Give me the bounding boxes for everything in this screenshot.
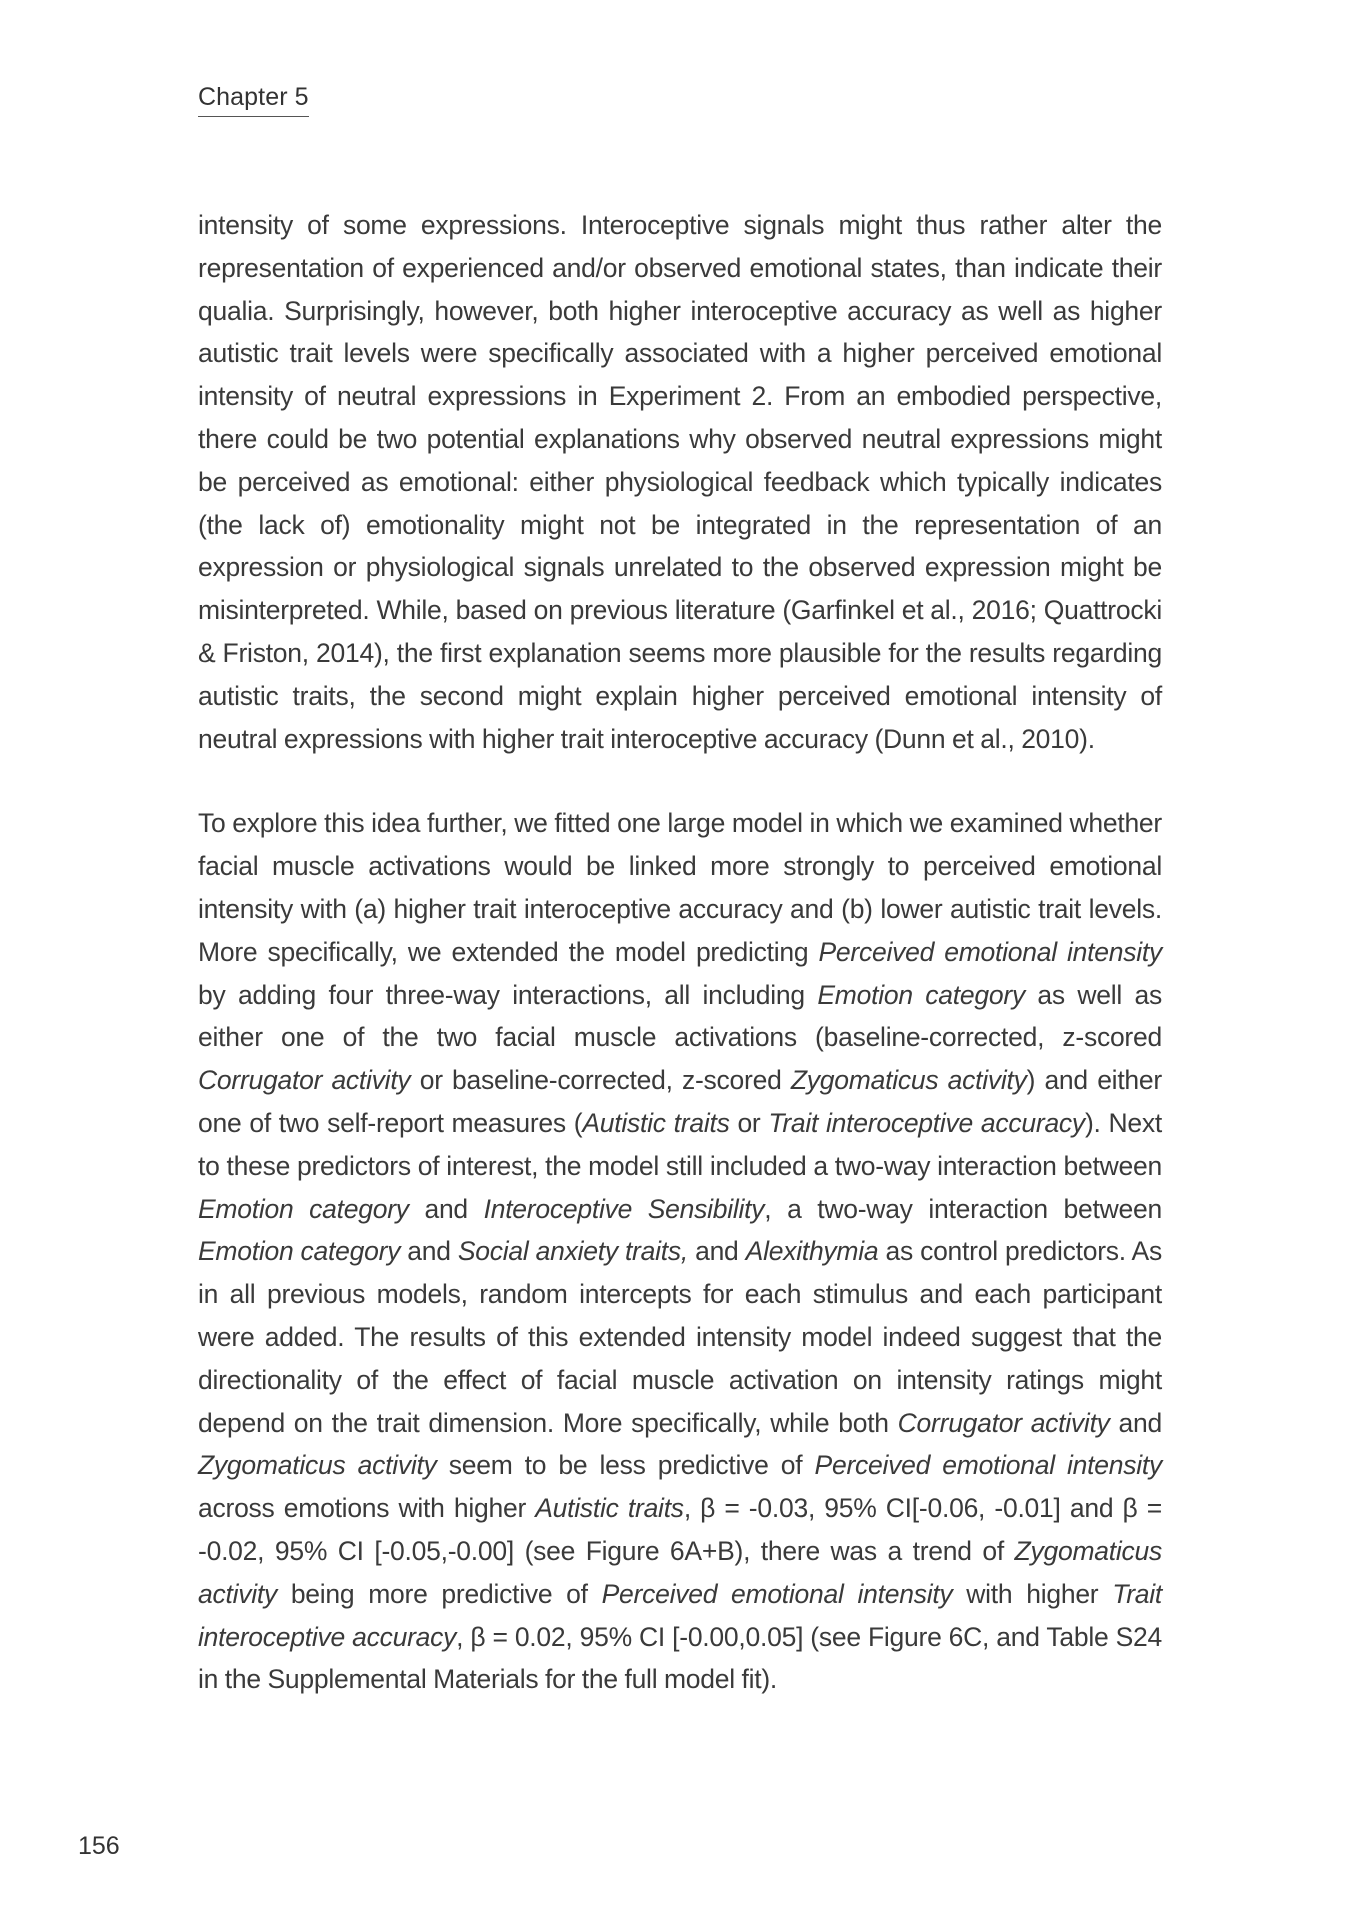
italic-term: Autistic traits [535, 1493, 684, 1524]
italic-term: Zygomaticus activity [790, 1065, 1027, 1096]
text-run: or [729, 1107, 769, 1138]
italic-term: Corrugator activity [897, 1407, 1110, 1438]
text-run: , β = 0.02, 95% CI [-0.00,0.05] (see Figure 6C, and Table S24 in the Supplemental Materials for the full model fit). [198, 1621, 1162, 1695]
italic-term: Perceived emotional intensity [601, 1578, 953, 1609]
italic-term: Trait interoceptive accuracy [198, 1578, 1163, 1652]
text-run: with higher [952, 1578, 1113, 1609]
italic-term: Perceived emotional intensity [818, 936, 1162, 967]
italic-term: Emotion category [817, 979, 1025, 1010]
text-run: as control predictors. As in all previous models, random intercepts for each stimulus and each participant were added. The results of this extended intensity model indeed suggest that the directionality of the effect of facial muscle activation on intensity ratings might depend on the trait dimension. More specifically, while both [198, 1236, 1162, 1438]
text-run: ). Next to these predictors of interest, the model still included a two-way interaction between [198, 1107, 1162, 1181]
paragraph-1: intensity of some expressions. Interoceptive signals might thus rather alter the representation of experienced and/or observed emotional states, than indicate their qualia. Surprisingly, however, both higher interoceptive accuracy as well as higher autistic trait levels were specifically associated with a higher perceived emotional intensity of neutral expressions in Experiment 2. From an embodied perspective, there could be two potential explanations why observed neutral expressions might be perceived as emotional: either physiological feedback which typically indicates (the lack of) emotionality might not be integrated in the representation of an expression or physiological signals unrelated to the observed expression might be misinterpreted. While, based on previous literature (Garfinkel et al., 2016; Quattrocki & Friston, 2014), the first explanation seems more plausible for the results regarding autistic traits, the second might explain higher perceived emotional intensity of neutral expressions with higher trait interoceptive accuracy (Dunn et al., 2010). [198, 210, 1162, 754]
italic-term: Perceived emotional intensity [814, 1450, 1162, 1481]
text-run: being more predictive of [277, 1578, 602, 1609]
text-run: ) and either one of two self-report measures ( [198, 1065, 1162, 1138]
text-run: , a two-way interaction between [764, 1193, 1162, 1224]
body-text [198, 204, 1162, 1701]
text-run: and [400, 1236, 458, 1267]
italic-term: Autistic traits [582, 1107, 730, 1138]
text-run: across emotions with higher [198, 1493, 536, 1524]
text-run: or baseline-corrected, z-scored [410, 1065, 791, 1096]
text-run: , β = -0.03, 95% CI[-0.06, -0.01] and β = -0.02, 95% CI [-0.05,-0.00] (see Figure 6A+B), there was a trend of [198, 1493, 1162, 1566]
text-run: and [408, 1193, 484, 1224]
italic-term: Emotion category [198, 1193, 409, 1224]
italic-term: Corrugator activity [198, 1065, 411, 1096]
text-run: To explore this idea further, we fitted one large model in which we examined whether facial muscle activations would be linked more strongly to perceived emotional intensity with (a) higher trait interoceptive accuracy and (b) lower autistic trait levels. More specifically, we extended the model predicting [198, 808, 1162, 967]
text-run: as well as either one of the two facial muscle activations (baseline-corrected, z-scored [198, 979, 1162, 1053]
italic-term: Emotion category [198, 1236, 401, 1267]
page-number: 156 [78, 1832, 120, 1860]
text-run: seem to be less predictive of [436, 1450, 815, 1481]
text-run: and [687, 1236, 746, 1267]
text-run: and [1109, 1407, 1163, 1438]
italic-term: Interoceptive Sensibility [483, 1193, 765, 1224]
italic-term: Trait interoceptive accuracy [768, 1107, 1085, 1138]
paragraph-2 [198, 802, 1162, 1701]
text-run: by adding four three-way interactions, all including [198, 979, 818, 1010]
italic-term: Zygomaticus activity [198, 1535, 1162, 1609]
italic-term: Zygomaticus activity [198, 1450, 437, 1481]
running-head: Chapter 5 [198, 82, 309, 117]
italic-term: Social anxiety traits, [457, 1236, 688, 1267]
italic-term: Alexithymia [745, 1236, 879, 1267]
